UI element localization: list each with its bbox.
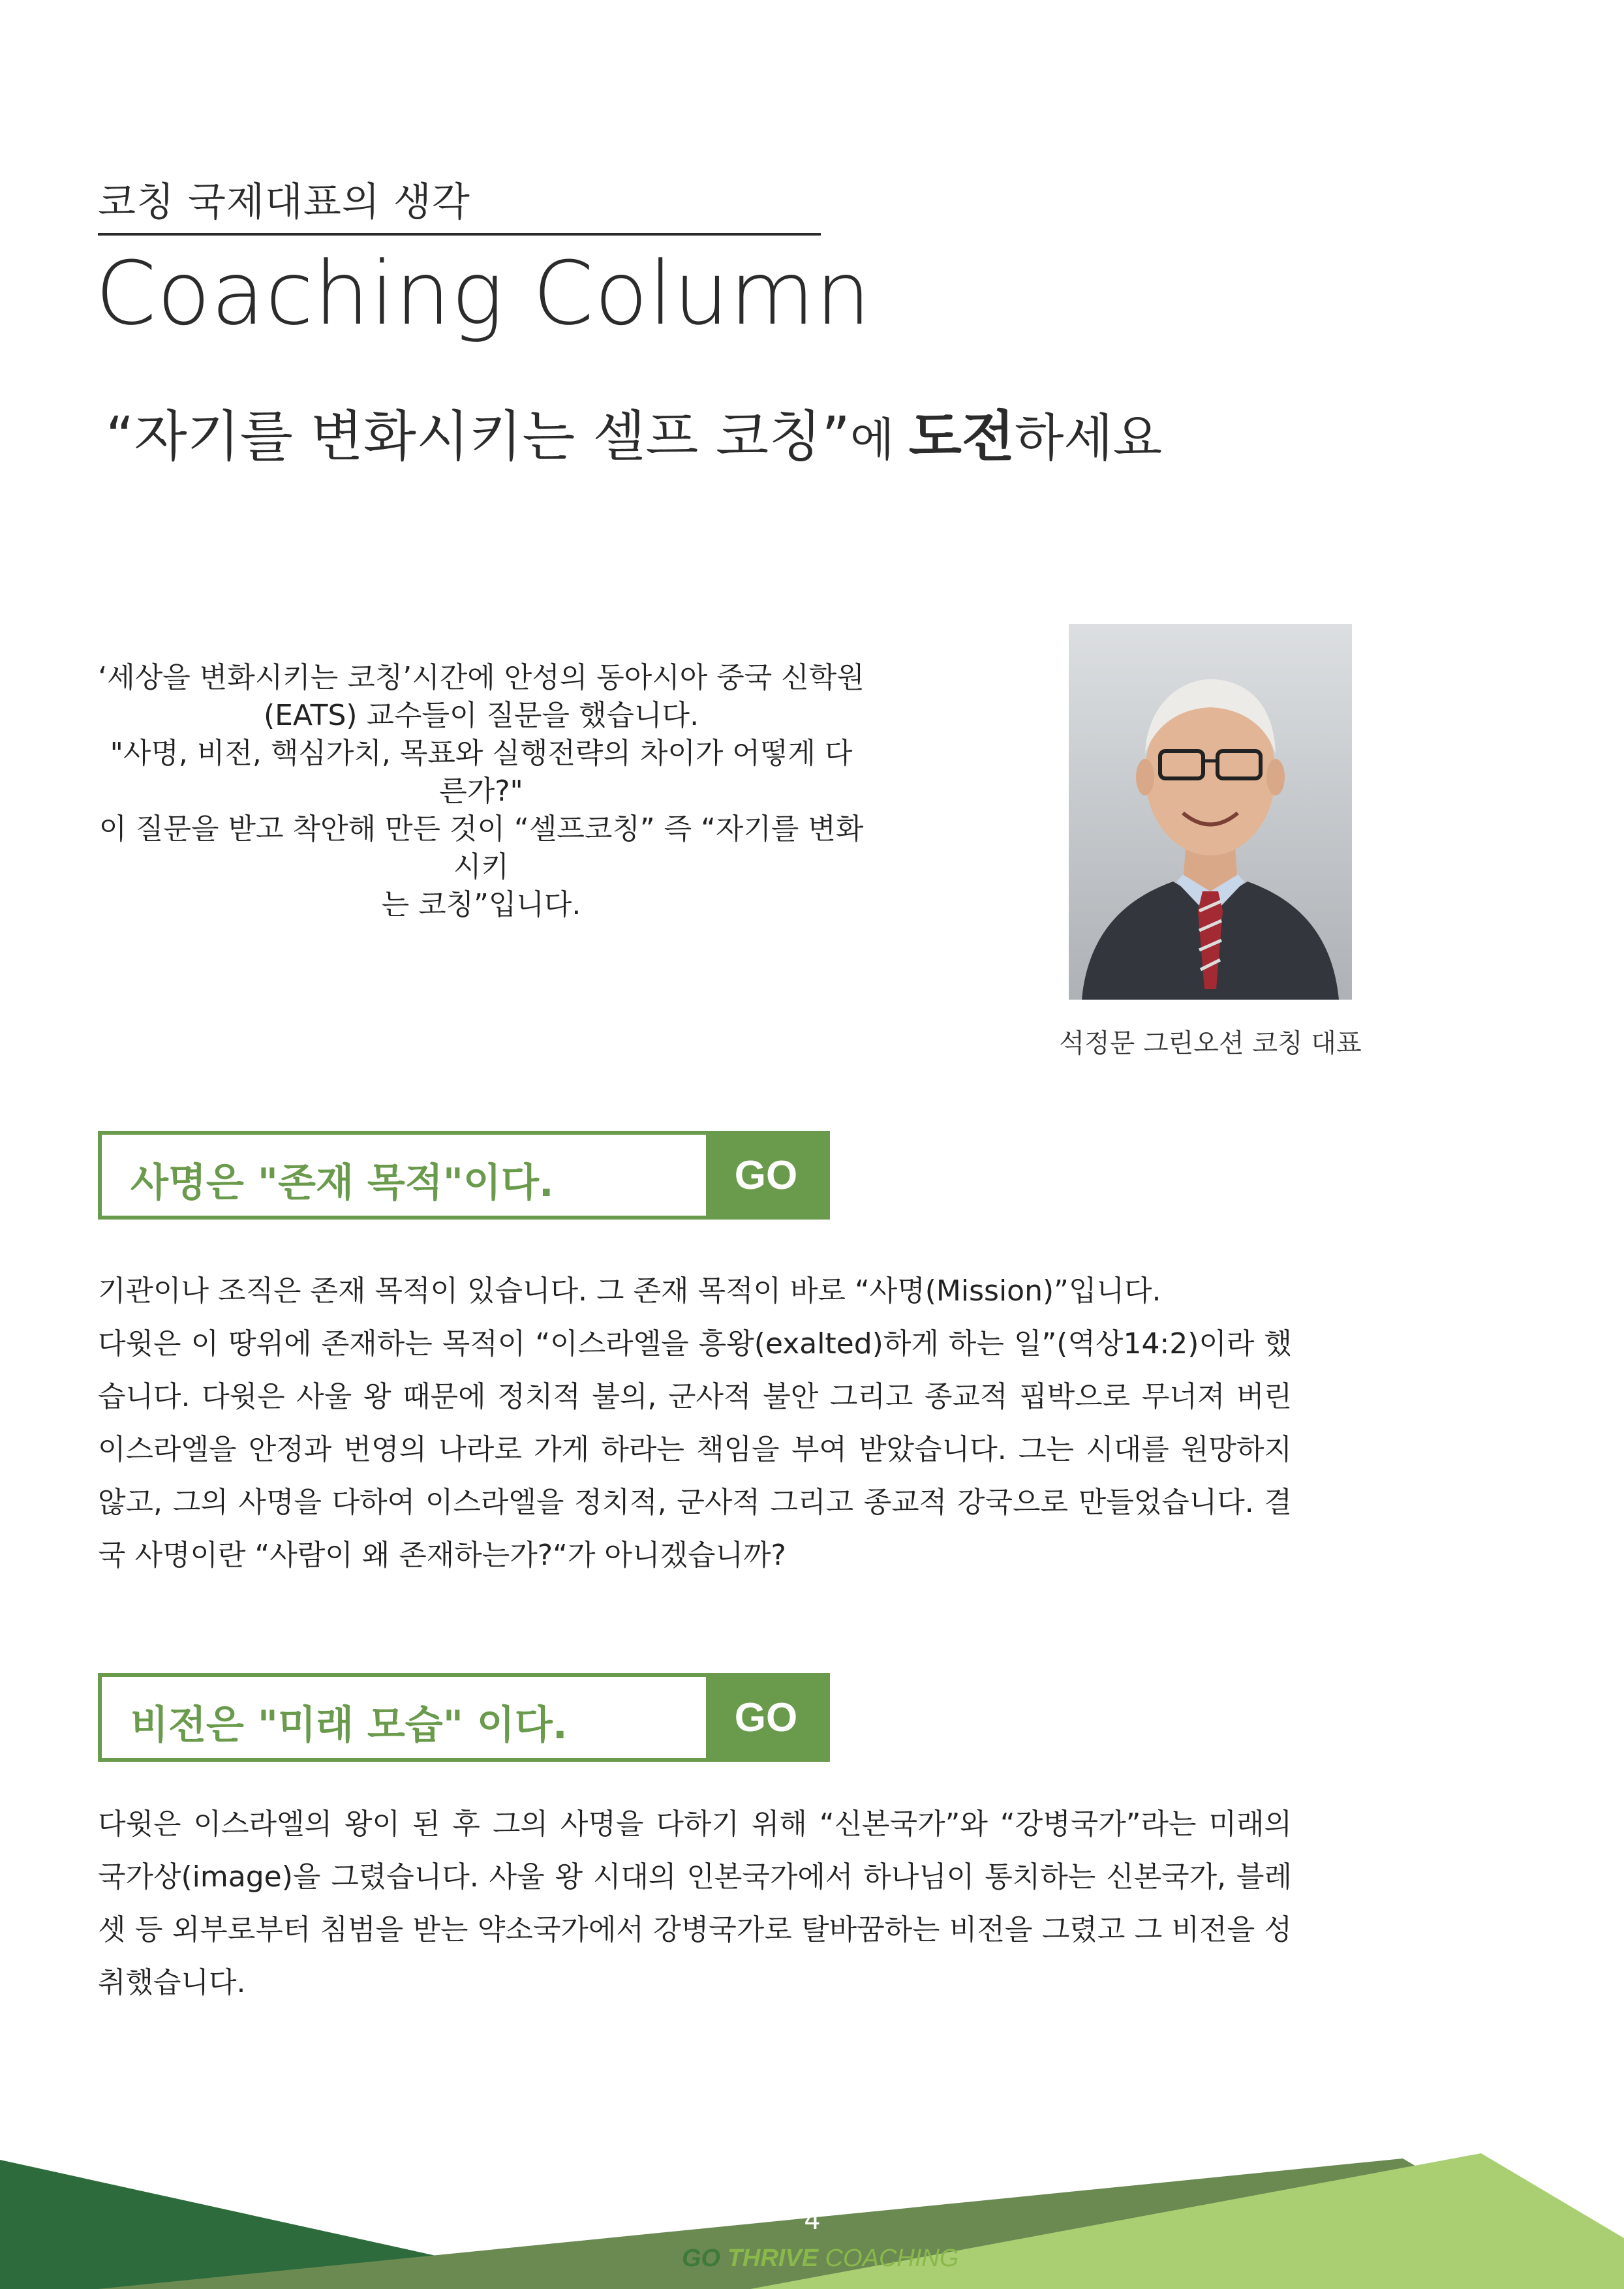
- intro-line: (EATS) 교수들이 질문을 했습니다.: [263, 699, 699, 732]
- brand-logo: [682, 2245, 959, 2273]
- kicker-divider: [98, 233, 821, 236]
- go-button[interactable]: GO: [706, 1135, 826, 1216]
- go-button[interactable]: GO: [706, 1677, 826, 1758]
- intro-paragraph: [98, 659, 865, 924]
- brand-logo-part2: THRIVE: [727, 2245, 825, 2272]
- body-paragraph: 다윗은 이 땅위에 존재하는 목적이 “이스라엘을 흥왕(exalted)하게 하는 일”(역상14:2)이라 했습니다. 다윗은 사울 왕 때문에 정치적 불의, 군사적 불안 그리고 종교적 핍박으로 무너져 버린 이스라엘을 안정과 번영의 나라로 가게 하라는 책임을 부여 받았습니다. 그는 시대를 원망하지 않고, 그의 사명을 다하여 이스라엘을 정치적, 군사적 그리고 종교적 강국으로 만들었습니다. 결국 사명이란 “사람이 왜 존재하는가?“가 아니겠습니까?: [98, 1327, 1293, 1572]
- brand-logo-part3: COACHING: [825, 2245, 959, 2272]
- intro-line: ‘세상을 변화시키는 코칭’시간에 안성의 동아시아 중국 신학원: [98, 661, 865, 694]
- column-title: Coaching Column: [95, 243, 872, 345]
- column-kicker: 코칭 국제대표의 생각: [98, 179, 470, 225]
- section-body-vision: [98, 1798, 1292, 2009]
- headline-quote: “자기를 변화시키는 셀프 코칭”: [106, 405, 850, 469]
- intro-line: 이 질문을 받고 착안해 만든 것이 “셀프코칭” 즉 “자기를 변화시키: [99, 812, 864, 883]
- portrait-caption: 석정문 그린오션 코칭 대표: [1059, 1028, 1362, 1058]
- author-portrait-illustration: [1069, 624, 1352, 1000]
- headline-emphasis: 도전: [908, 405, 1015, 469]
- body-paragraph: 다윗은 이스라엘의 왕이 된 후 그의 사명을 다하기 위해 “신본국가”와 “강병국가”라는 미래의 국가상(image)을 그렸습니다. 사울 왕 시대의 인본국가에서 하나님이 통치하는 신본국가, 블레셋 등 외부로부터 침범을 받는 약소국가에서 강병국가로 탈바꿈하는 비전을 그렸고 그 비전을 성취했습니다.: [98, 1807, 1292, 1999]
- intro-line: "사명, 비전, 핵심가치, 목표와 실행전략의 차이가 어떻게 다른가?": [110, 737, 853, 808]
- section-heading-mission: [98, 1131, 830, 1220]
- section-title: 사명은 "존재 목적"이다.: [130, 1160, 554, 1206]
- page-number: 4: [804, 2205, 821, 2235]
- author-portrait: [1069, 624, 1352, 1000]
- headline-particle: 에: [850, 413, 909, 467]
- body-paragraph: 기관이나 조직은 존재 목적이 있습니다. 그 존재 목적이 바로 “사명(Mission)”입니다.: [98, 1274, 1161, 1308]
- brand-logo-part1: GO: [682, 2245, 728, 2272]
- section-body-mission: [98, 1265, 1292, 1582]
- section-title: 비전은 "미래 모습" 이다.: [130, 1702, 568, 1748]
- section-heading-vision: [98, 1673, 830, 1762]
- article-headline: [106, 393, 1162, 472]
- headline-tail: 하세요: [1015, 409, 1163, 468]
- intro-line: 는 코칭”입니다.: [381, 888, 581, 921]
